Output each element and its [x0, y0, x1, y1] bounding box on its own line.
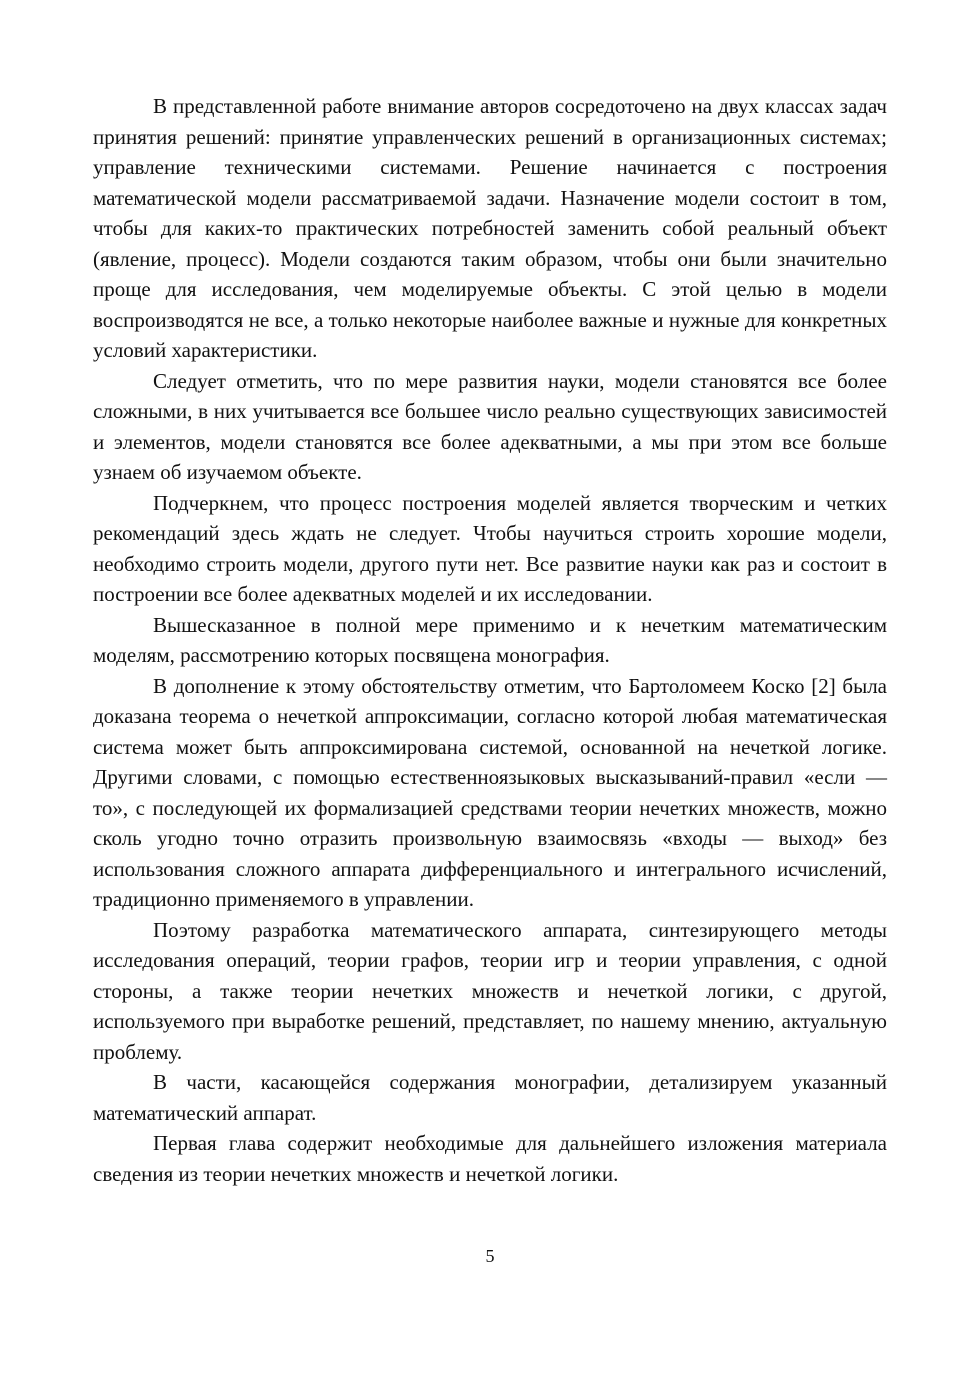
paragraph-2: Следует отметить, что по мере развития науки, модели становятся все более сложными, в них учитывается все большее число реально существующих зависимостей и элементов, модели становятся все более адекватными, а мы при этом все больше узнаем об изучаемом объекте.	[93, 368, 887, 484]
paragraph-1: В представленной работе внимание авторов сосредоточено на двух классах задач принятия решений: принятие управленческих решений в организационных системах; управление техническими системами. Решение начинается с построения математической модели рассматриваемой задачи. Назначение модели состоит в том, чтобы для каких-то практических потребностей заменить собой реальный объект (явление, процесс). Модели создаются таким образом, чтобы они были значительно проще для исследования, чем моделируемые объекты. С этой целью в модели воспроизводятся не все, а только некоторые наиболее важные и нужные для конкретных условий характеристики.	[93, 94, 887, 362]
paragraph-3: Подчеркнем, что процесс построения моделей является творческим и четких рекомендаций здесь ждать не следует. Чтобы научиться строить хорошие модели, необходимо строить модели, другого пути нет. Все развитие науки как раз и состоит в построении все более адекватных моделей и их исследовании.	[93, 490, 887, 606]
paragraph-8: Первая глава содержит необходимые для дальнейшего изложения материала сведения из теории нечетких множеств и нечеткой логики.	[93, 1131, 887, 1186]
paragraph-4: Вышесказанное в полной мере применимо и к нечетким математическим моделям, рассмотрению которых посвящена монография.	[93, 612, 887, 667]
page-number: 5	[485, 1246, 495, 1266]
page-body	[93, 91, 887, 1189]
paragraph-7: В части, касающейся содержания монографии, детализируем указанный математический аппарат.	[93, 1070, 887, 1125]
paragraph-6: Поэтому разработка математического аппарата, синтезирующего методы исследования операций, теории графов, теории игр и теории управления, с одной стороны, а также теории нечетких множеств и нечеткой логики, с другой, используемого при выработке решений, представляет, по нашему мнению, актуальную проблему.	[93, 917, 887, 1064]
paragraph-5: В дополнение к этому обстоятельству отметим, что Бартоломеем Коско [2] была доказана теорема о нечеткой аппроксимации, согласно которой любая математическая система может быть аппроксимирована системой, основанной на нечеткой логике. Другими словами, с помощью естественноязыковых высказываний-правил «если — то», с последующей их формализацией средствами теории нечетких множеств, можно сколь угодно точно отразить произвольную взаимосвязь «входы — выход» без использования сложного аппарата дифференциального и интегрального исчислений, традиционно применяемого в управлении.	[93, 673, 887, 911]
